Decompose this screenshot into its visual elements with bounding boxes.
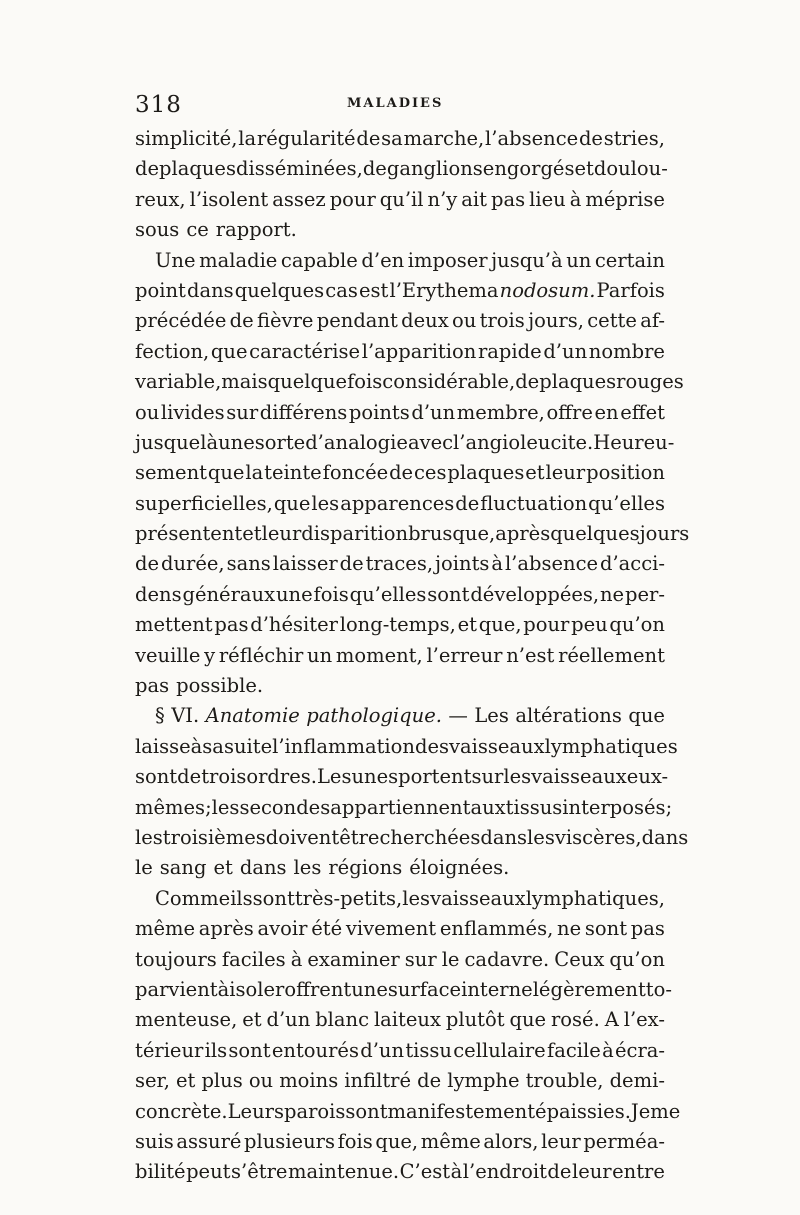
text-line: menteuse, et d’un blanc laiteux plutôt que rosé. A l’ex- bbox=[135, 1008, 665, 1032]
text-line: sous ce rapport. bbox=[135, 218, 297, 242]
text-line: sont de trois ordres. Les unes portent sur les vaisseaux eux- bbox=[135, 765, 669, 789]
text-line: même après avoir été vivement enflammés, ne sont pas bbox=[135, 917, 665, 941]
text-line: Une maladie capable d’en imposer jusqu’à un certain bbox=[155, 248, 665, 272]
text-line: les troisièmes doivent être cherchées dans les viscères, dans bbox=[135, 825, 689, 849]
text-line: superficielles, que les apparences de fluctuation qu’elles bbox=[135, 491, 665, 515]
text-line: térieur ils sont entourés d’un tissu cellulaire facile à écra- bbox=[135, 1038, 665, 1062]
text-line: pas possible. bbox=[135, 674, 264, 698]
body-text bbox=[135, 124, 690, 1188]
text-line: ou livides sur différens points d’un membre, offre en effet bbox=[135, 400, 665, 424]
text-line: toujours faciles à examiner sur le cadavre. Ceux qu’on bbox=[135, 947, 665, 971]
running-head: MALADIES bbox=[347, 96, 444, 111]
text-line: Comme ils sont très-petits, les vaisseaux lymphatiques, bbox=[155, 886, 665, 910]
text-line: reux, l’isolent assez pour qu’il n’y ait pas lieu à méprise bbox=[135, 187, 665, 211]
text-line: point dans quelques cas est l’Erythema nodosum. Parfois bbox=[135, 278, 665, 302]
text-line: laisse à sa suite l’inflammation des vaisseaux lymphatiques bbox=[135, 734, 678, 758]
page-header bbox=[135, 92, 665, 122]
text-line: présentent et leur disparition brusque, après quelques jours bbox=[135, 522, 690, 546]
text-line: variable, mais quelquefois considérable, de plaques rouges bbox=[135, 370, 684, 394]
text-line: ser, et plus ou moins infiltré de lymphe trouble, demi- bbox=[135, 1069, 665, 1093]
text-line: de plaques disséminées, de ganglions engorgés et doulou- bbox=[135, 157, 668, 181]
text-line: le sang et dans les régions éloignées. bbox=[135, 856, 510, 880]
text-line: concrète. Leurs parois sont manifestement épaissies. Je me bbox=[135, 1099, 681, 1123]
text-line: précédée de fièvre pendant deux ou trois jours, cette af- bbox=[135, 309, 665, 333]
text-line: dens généraux une fois qu’elles sont développées, ne per- bbox=[135, 582, 665, 606]
text-line: sement que la teinte foncée de ces plaques et leur position bbox=[135, 461, 665, 485]
text-line: bilité peut s’être maintenue. C’est à l’endroit de leur entre bbox=[135, 1160, 665, 1184]
text-line: suis assuré plusieurs fois que, même alors, leur perméa- bbox=[135, 1129, 665, 1153]
text-line: veuille y réfléchir un moment, l’erreur n’est réellement bbox=[135, 643, 665, 667]
text-line: § VI. Anatomie pathologique. — Les altérations que bbox=[155, 704, 665, 728]
text-line: jusque là une sorte d’analogie avec l’angioleucite. Heureu- bbox=[135, 430, 675, 454]
text-line: mettent pas d’hésiter long-temps, et que, pour peu qu’on bbox=[135, 613, 665, 637]
text-line: parvient à isoler offrent une surface interne légèrement to- bbox=[135, 977, 672, 1001]
text-line: mêmes; les secondes appartiennent aux tissus interposés; bbox=[135, 795, 673, 819]
text-line: fection, que caractérise l’apparition rapide d’un nombre bbox=[135, 339, 665, 363]
text-line: de durée, sans laisser de traces, joints à l’absence d’acci- bbox=[135, 552, 665, 576]
text-line: simplicité, la régularité de sa marche, l’absence de stries, bbox=[135, 127, 665, 150]
page-number: 318 bbox=[135, 92, 182, 118]
